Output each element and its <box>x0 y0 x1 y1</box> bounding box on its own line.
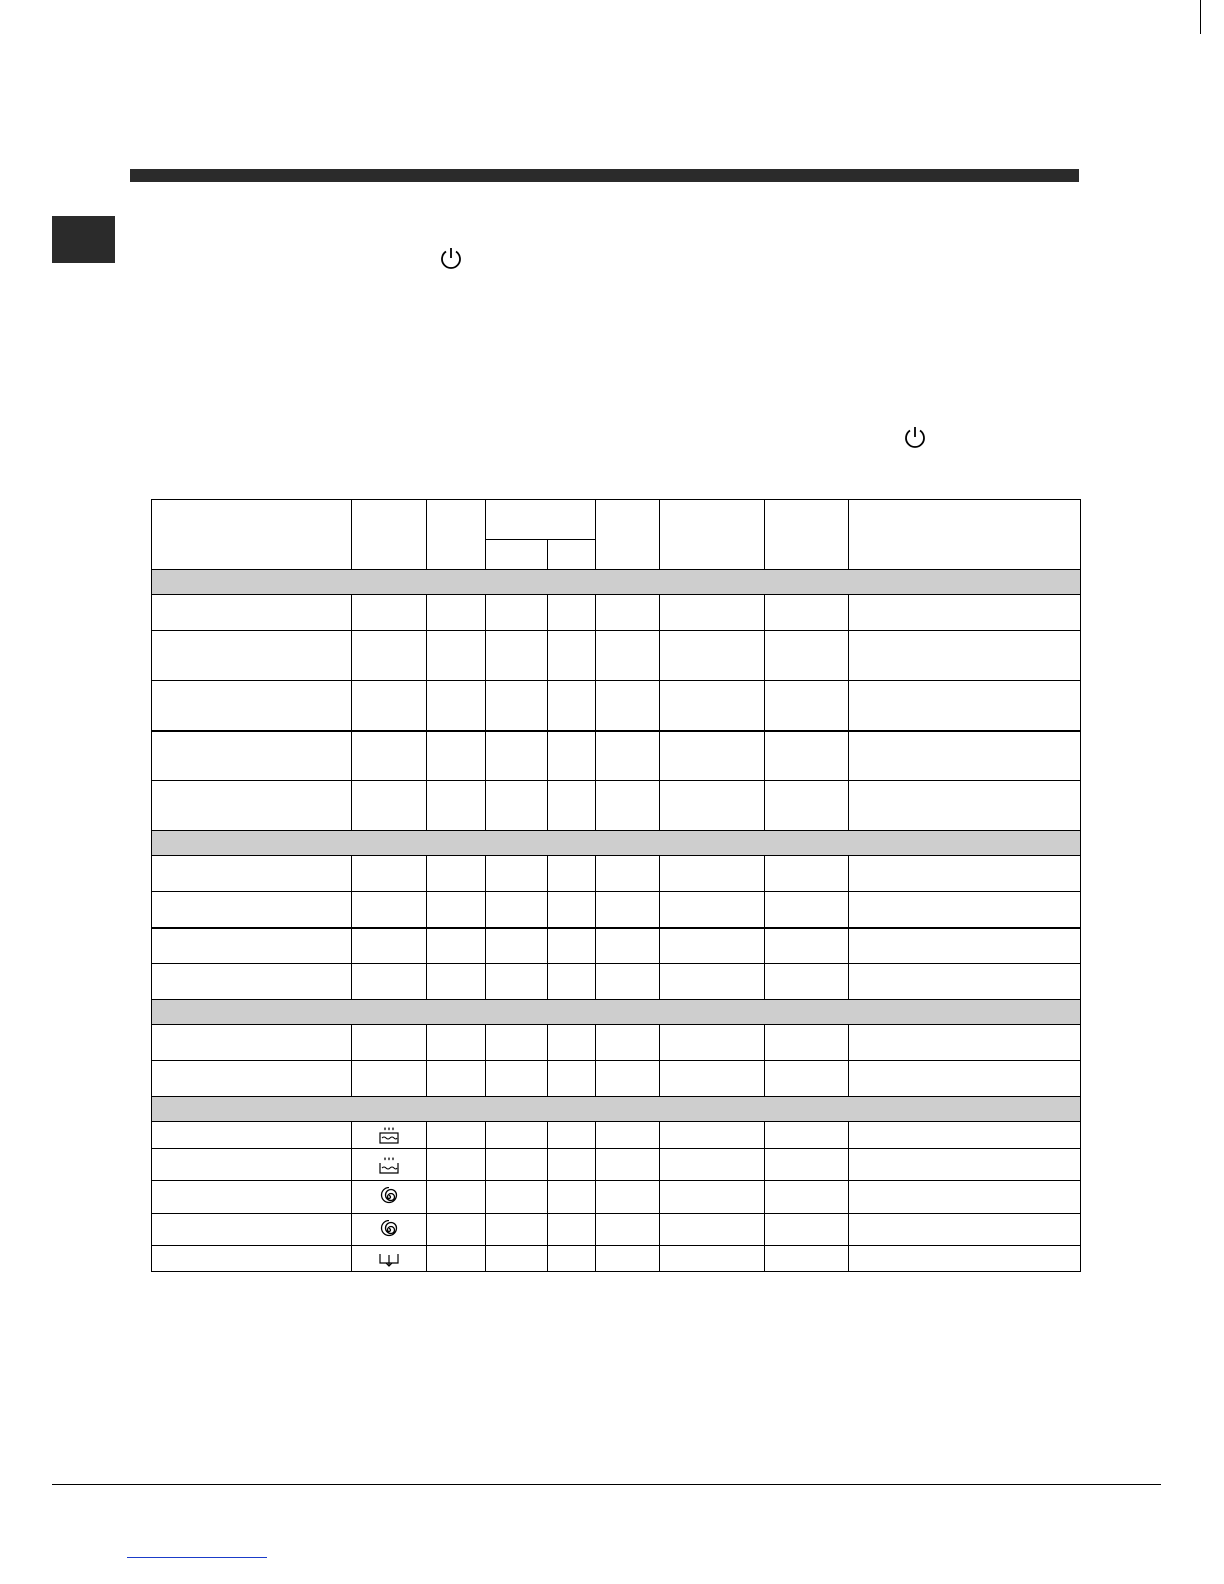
top-edge-rule <box>1200 0 1201 34</box>
table-cell <box>352 1149 427 1181</box>
table-cell <box>486 1181 548 1214</box>
table-cell <box>548 595 596 631</box>
table-cell <box>152 928 352 964</box>
header-bar <box>130 169 1079 182</box>
table-cell <box>152 856 352 892</box>
table-cell <box>660 681 765 731</box>
table-cell <box>660 964 765 1000</box>
table-row <box>152 681 1081 731</box>
power-icon <box>438 245 464 271</box>
table-cell <box>548 1181 596 1214</box>
table-cell <box>660 731 765 781</box>
table-cell <box>427 595 486 631</box>
table-cell <box>352 1214 427 1246</box>
table-cell <box>352 1122 427 1149</box>
table-cell <box>660 781 765 831</box>
header-cell <box>486 540 548 570</box>
table-cell <box>596 1214 660 1246</box>
table-cell <box>596 681 660 731</box>
table-cell <box>152 892 352 928</box>
table-cell <box>849 1122 1081 1149</box>
table-cell <box>765 892 849 928</box>
table-cell <box>548 1122 596 1149</box>
table-cell <box>660 1214 765 1246</box>
table-cell <box>427 631 486 681</box>
table-cell <box>152 831 1081 856</box>
table-cell <box>660 928 765 964</box>
table-row <box>152 928 1081 964</box>
table-row <box>152 631 1081 681</box>
spin-icon <box>379 1220 399 1240</box>
table-cell <box>548 781 596 831</box>
table-row <box>152 964 1081 1000</box>
table-cell <box>660 1246 765 1272</box>
table-cell <box>152 1122 352 1149</box>
table-cell <box>596 856 660 892</box>
table-cell <box>352 781 427 831</box>
table-cell <box>427 1149 486 1181</box>
table-row <box>152 1246 1081 1272</box>
table-cell <box>152 595 352 631</box>
footer-rule <box>52 1484 1161 1485</box>
header-cell <box>352 500 427 570</box>
table-cell <box>849 1025 1081 1061</box>
table-cell <box>486 731 548 781</box>
table-cell <box>596 595 660 631</box>
table-cell <box>765 781 849 831</box>
table-cell <box>352 1061 427 1097</box>
header-cell <box>548 540 596 570</box>
table-row <box>152 1061 1081 1097</box>
table-cell <box>152 964 352 1000</box>
table-cell <box>548 892 596 928</box>
table-cell <box>765 928 849 964</box>
table-cell <box>596 1149 660 1181</box>
table-cell <box>596 964 660 1000</box>
table-cell <box>765 1214 849 1246</box>
table-cell <box>427 1061 486 1097</box>
table-cell <box>486 631 548 681</box>
table-cell <box>849 1061 1081 1097</box>
table-cell <box>849 928 1081 964</box>
table-cell <box>352 964 427 1000</box>
table-cell <box>765 964 849 1000</box>
table-cell <box>849 631 1081 681</box>
table-cell <box>548 631 596 681</box>
table-cell <box>849 1181 1081 1214</box>
table-cell <box>486 892 548 928</box>
table-cell <box>427 1214 486 1246</box>
table-cell <box>486 1061 548 1097</box>
table-cell <box>849 681 1081 731</box>
header-cell <box>427 500 486 570</box>
table-cell <box>352 856 427 892</box>
table-cell <box>152 731 352 781</box>
table-cell <box>548 1061 596 1097</box>
table-cell <box>660 1149 765 1181</box>
table-cell <box>548 681 596 731</box>
table-cell <box>596 928 660 964</box>
table-cell <box>596 1025 660 1061</box>
table-cell <box>486 1025 548 1061</box>
table-row <box>152 781 1081 831</box>
table-cell <box>548 856 596 892</box>
steam-refresh-icon <box>378 1156 400 1174</box>
table-cell <box>352 595 427 631</box>
table-row <box>152 1149 1081 1181</box>
table-cell <box>427 1246 486 1272</box>
table-cell <box>548 1246 596 1272</box>
table-cell <box>596 1181 660 1214</box>
footer-link[interactable] <box>127 1557 267 1558</box>
table-cell <box>152 570 1081 595</box>
table-cell <box>427 964 486 1000</box>
section-row <box>152 1000 1081 1025</box>
table-cell <box>660 631 765 681</box>
table-cell <box>596 1246 660 1272</box>
table-cell <box>849 731 1081 781</box>
table-cell <box>548 1025 596 1061</box>
header-cell <box>660 500 765 570</box>
header-cell <box>596 500 660 570</box>
table-cell <box>765 1181 849 1214</box>
table-cell <box>486 1246 548 1272</box>
table-cell <box>352 681 427 731</box>
table-cell <box>352 1025 427 1061</box>
table-cell <box>486 595 548 631</box>
table-cell <box>152 1149 352 1181</box>
table-cell <box>596 781 660 831</box>
table-cell <box>660 892 765 928</box>
table-cell <box>765 681 849 731</box>
table-cell <box>765 856 849 892</box>
table-cell <box>548 964 596 1000</box>
table-cell <box>486 1122 548 1149</box>
table-cell <box>152 1000 1081 1025</box>
table-row <box>152 595 1081 631</box>
table-cell <box>152 631 352 681</box>
section-row <box>152 1097 1081 1122</box>
table-cell <box>660 856 765 892</box>
table-cell <box>596 1061 660 1097</box>
table-row <box>152 1025 1081 1061</box>
table-cell <box>486 781 548 831</box>
table-cell <box>352 928 427 964</box>
table-cell <box>765 595 849 631</box>
table-cell <box>765 731 849 781</box>
table-cell <box>152 1025 352 1061</box>
table-cell <box>548 1214 596 1246</box>
table-cell <box>352 1246 427 1272</box>
table-cell <box>352 1181 427 1214</box>
table-cell <box>548 928 596 964</box>
table-cell <box>352 731 427 781</box>
drain-icon <box>378 1251 400 1267</box>
table-cell <box>152 1246 352 1272</box>
table-cell <box>596 892 660 928</box>
steam-refresh-icon <box>378 1126 400 1144</box>
header-cell <box>765 500 849 570</box>
table-cell <box>548 1149 596 1181</box>
table-cell <box>765 1122 849 1149</box>
table-cell <box>486 1214 548 1246</box>
table-row <box>152 1181 1081 1214</box>
table-cell <box>849 964 1081 1000</box>
table-cell <box>152 681 352 731</box>
table-cell <box>849 1246 1081 1272</box>
table-cell <box>152 1181 352 1214</box>
table-cell <box>152 1097 1081 1122</box>
table-cell <box>427 1122 486 1149</box>
table-row <box>152 1122 1081 1149</box>
language-tab <box>52 216 115 263</box>
table-cell <box>765 1246 849 1272</box>
table-cell <box>849 1214 1081 1246</box>
table-row <box>152 1214 1081 1246</box>
table-cell <box>660 1061 765 1097</box>
table-cell <box>660 1181 765 1214</box>
table-cell <box>849 781 1081 831</box>
table-cell <box>427 856 486 892</box>
table-cell <box>596 1122 660 1149</box>
table-header-row <box>152 500 1081 540</box>
spin-icon <box>379 1187 399 1207</box>
header-cell <box>486 500 596 540</box>
table-cell <box>486 1149 548 1181</box>
table-cell <box>849 892 1081 928</box>
table-cell <box>427 1181 486 1214</box>
table-cell <box>152 1214 352 1246</box>
header-cell <box>152 500 352 570</box>
table-cell <box>486 928 548 964</box>
table-cell <box>352 892 427 928</box>
table-cell <box>849 1149 1081 1181</box>
table-cell <box>486 964 548 1000</box>
table-cell <box>548 731 596 781</box>
table-cell <box>660 1025 765 1061</box>
table-row <box>152 892 1081 928</box>
table-cell <box>596 731 660 781</box>
table-cell <box>765 1025 849 1061</box>
table-row <box>152 856 1081 892</box>
table-cell <box>427 1025 486 1061</box>
table-cell <box>427 892 486 928</box>
table-cell <box>427 928 486 964</box>
table-cell <box>765 1061 849 1097</box>
table-cell <box>849 856 1081 892</box>
table-cell <box>427 681 486 731</box>
header-cell <box>849 500 1081 570</box>
table-cell <box>849 595 1081 631</box>
table-cell <box>427 781 486 831</box>
table-cell <box>660 595 765 631</box>
table-cell <box>152 781 352 831</box>
section-row <box>152 570 1081 595</box>
table-cell <box>765 1149 849 1181</box>
table-cell <box>352 631 427 681</box>
programme-table <box>151 499 1081 1272</box>
section-row <box>152 831 1081 856</box>
table-row <box>152 731 1081 781</box>
table-cell <box>486 856 548 892</box>
table-cell <box>486 681 548 731</box>
table-cell <box>596 631 660 681</box>
table-cell <box>427 731 486 781</box>
table-cell <box>152 1061 352 1097</box>
power-icon <box>902 424 928 450</box>
table-cell <box>660 1122 765 1149</box>
table-cell <box>765 631 849 681</box>
